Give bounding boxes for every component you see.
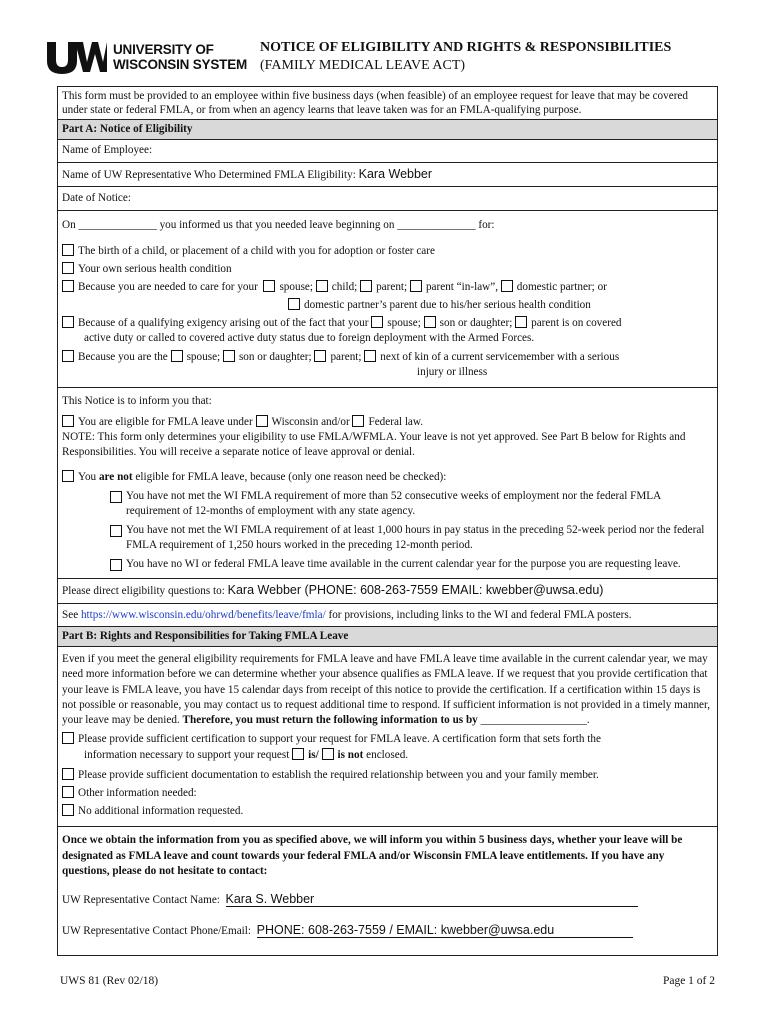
checkbox-exig-parent[interactable]: [515, 316, 527, 328]
checkbox-serious[interactable]: [62, 262, 74, 274]
checkbox-doc[interactable]: [62, 768, 74, 780]
part-b-para: Even if you meet the general eligibility requirements for FMLA leave and have FMLA leave time available in the current calendar year, we may need more information before we can determine whether your absence qualifies as FMLA leave. If we request that you provide certification that your leave is FMLA leave, you have 15 calendar days from receipt of this notice to provide the certification. If a certification within 15 days is not possible or reasonable, you may contact us to request additional time to respond. If sufficient information is not provided in a timely manner, your leave may be denied. Therefore, you must return the following information to us by ___________________.: [62, 653, 711, 727]
checkbox-care-parent[interactable]: [360, 280, 372, 292]
reason-care: [62, 278, 713, 296]
leave-reasons-section: [58, 211, 717, 388]
reason-birth-label: The birth of a child, or placement of a child with you for adoption or foster care: [78, 245, 435, 257]
cert-enclosed: enclosed.: [366, 749, 409, 762]
care-dp-parent-line: [62, 296, 713, 314]
part-b-para-text: Even if you meet the general eligibility requirements for FMLA leave and have FMLA leave time available in the current calendar year, we may need more information before we can determine whether your absence qualifies as FMLA leave. If we request that you provide certification that your leave is FMLA leave, you have 15 calendar days from receipt of this notice to provide the certification. If a certification within 15 days is not possible or reasonable, you may contact us to request additional time to respond. If sufficient information is not provided in a timely manner, your leave may be denied.: [62, 653, 711, 727]
cert-isnot: is not: [337, 749, 364, 762]
cert-line2: [62, 747, 713, 763]
rep-name-label: Name of UW Representative Who Determined FMLA Eligibility:: [62, 169, 356, 181]
not-eligible-reason-3: [62, 557, 713, 572]
checkbox-not-eligible[interactable]: [62, 470, 74, 482]
not-eligible-c: eligible for FMLA leave, because (only one reason need be checked):: [132, 471, 447, 483]
checkbox-care-child[interactable]: [316, 280, 328, 292]
logo-line1: UNIVERSITY OF: [113, 42, 214, 57]
checkbox-exigency[interactable]: [62, 316, 74, 328]
checkbox-kin-next[interactable]: [364, 350, 376, 362]
logo-line2: WISCONSIN SYSTEM: [113, 57, 248, 72]
eligible-prefix: You are eligible for FMLA leave under: [78, 416, 253, 428]
reason-kin: [62, 348, 713, 366]
title-line2: (FAMILY MEDICAL LEAVE ACT): [260, 58, 466, 73]
checkbox-kin-spouse[interactable]: [171, 350, 183, 362]
page-number: Page 1 of 2: [662, 975, 715, 987]
checkbox-care-inlaw[interactable]: [410, 280, 422, 292]
see-suffix: for provisions, including links to the WI and federal FMLA posters.: [325, 609, 632, 621]
rep-name-field[interactable]: [58, 163, 717, 187]
contact-phone-label: UW Representative Contact Phone/Email:: [62, 924, 252, 937]
checkbox-kin-son[interactable]: [223, 350, 235, 362]
other-line: [62, 784, 713, 802]
checkbox-birth[interactable]: [62, 244, 74, 256]
contact-name-line[interactable]: [62, 892, 713, 908]
eligible-wi: Wisconsin and/or: [271, 416, 350, 428]
not-eligible-reason-2: [62, 523, 713, 553]
part-a-heading: Part A: Notice of Eligibility: [58, 120, 717, 140]
see-prefix: See: [62, 609, 81, 621]
direct-label: Please direct eligibility questions to:: [62, 585, 225, 597]
title-line1: NOTICE OF ELIGIBILITY AND RIGHTS & RESPONSIBILITIES: [260, 40, 672, 55]
checkbox-eligible-fed[interactable]: [352, 415, 364, 427]
cert-a: Please provide sufficient certification to support your request for FMLA leave. A certification form that sets forth the: [78, 733, 601, 746]
eligibility-note: NOTE: This form only determines your eligibility to use FMLA/WFMLA. Your leave is not yet approved. See Part B below for Rights and Responsibilities. You will receive a separate notice of leave approval or denial.: [62, 431, 686, 458]
checkbox-care-dp[interactable]: [501, 280, 513, 292]
exig-line2: active duty or called to covered active duty status due to foreign deployment with the Armed Forces.: [84, 332, 535, 344]
ne1-text: You have not met the WI FMLA requirement of more than 52 consecutive weeks of employment nor the federal FMLA requirement of 12-months of employment with any state agency.: [126, 490, 661, 517]
kin-line2: injury or illness: [417, 366, 488, 378]
direct-questions-field[interactable]: [58, 579, 717, 604]
contact-phone-line[interactable]: [62, 923, 713, 939]
ne3-text: You have no WI or federal FMLA leave time available in the current calendar year for the purpose you are requesting leave.: [126, 558, 681, 570]
uw-logo-text: [113, 42, 247, 72]
other-text: Other information needed:: [78, 787, 197, 800]
not-eligible-b: are not: [98, 471, 133, 483]
doc-line: [62, 766, 713, 784]
checkbox-cert[interactable]: [62, 732, 74, 744]
none-line: [62, 802, 713, 820]
cert-line: [62, 731, 713, 747]
contact-name-label: UW Representative Contact Name:: [62, 894, 220, 907]
checkbox-cert-isnot[interactable]: [322, 748, 334, 760]
ne2-text: You have not met the WI FMLA requirement of at least 1,000 hours in pay status in the preceding 52-week period nor the federal FMLA requirement of 1,250 hours worked in the preceding 12-month period.: [126, 524, 705, 551]
not-eligible-line: [62, 470, 713, 485]
checkbox-eligible[interactable]: [62, 415, 74, 427]
eligible-fed: Federal law.: [368, 416, 424, 428]
checkbox-none[interactable]: [62, 804, 74, 816]
exig-son: son or daughter;: [439, 317, 513, 329]
none-text: No additional information requested.: [78, 805, 244, 818]
reason-birth: [62, 242, 713, 260]
employee-name-label: Name of Employee:: [62, 144, 153, 156]
not-eligible-a: You: [78, 471, 99, 483]
checkbox-care-spouse[interactable]: [263, 280, 275, 292]
care-spouse: spouse;: [279, 281, 313, 293]
part-b-section: [58, 647, 717, 827]
not-eligible-reason-1: [62, 489, 713, 519]
kin-prefix: Because you are the: [78, 351, 168, 363]
uw-logo: [45, 38, 247, 76]
checkbox-kin-parent[interactable]: [314, 350, 326, 362]
eligible-line: [62, 415, 713, 430]
checkbox-other[interactable]: [62, 786, 74, 798]
checkbox-care[interactable]: [62, 280, 74, 292]
kin-parent: parent;: [330, 351, 362, 363]
closing-section: [58, 827, 717, 954]
fmla-link[interactable]: https://www.wisconsin.edu/ohrwd/benefits/leave/fmla/: [80, 609, 326, 621]
return-by-blank[interactable]: ___________________: [480, 714, 587, 727]
on-line: On ______________ you informed us that you needed leave beginning on ______________ for:: [62, 219, 495, 231]
reason-serious-label: Your own serious health condition: [78, 263, 232, 275]
form-number: UWS 81 (Rev 02/18): [60, 975, 159, 987]
notice-date-field[interactable]: [58, 187, 717, 211]
kin-spouse: spouse;: [186, 351, 221, 363]
cert-b: information necessary to support your request: [84, 749, 290, 762]
care-child: child;: [331, 281, 358, 293]
exig-prefix: Because of a qualifying exigency arising out of the fact that your: [78, 317, 369, 329]
care-inlaw: parent “in-law”,: [425, 281, 498, 293]
uw-logo-mark: [45, 38, 107, 76]
part-b-para-bold: Therefore, you must return the following information to us by: [182, 714, 478, 727]
doc-text: Please provide sufficient documentation to establish the required relationship between you and your family member.: [78, 769, 599, 782]
contact-name-value: Kara S. Webber: [226, 892, 638, 907]
intro-text: This form must be provided to an employee within five business days (when feasible) of an employee request for leave that may be covered under state or federal FMLA, or from when an agency learns that leave taken was for an FMLA-qualifying purpose.: [58, 87, 717, 120]
direct-value: Kara Webber (PHONE: 608-263-7559 EMAIL: kwebber@uwsa.edu): [227, 583, 604, 597]
form-body: [57, 86, 718, 956]
see-link-line: [58, 604, 717, 627]
kin-son: son or daughter;: [238, 351, 312, 363]
part-b-heading: Part B: Rights and Responsibilities for Taking FMLA Leave: [58, 627, 717, 647]
care-dp-parent: domestic partner’s parent due to his/her serious health condition: [304, 299, 591, 311]
cert-is: is/: [308, 749, 319, 762]
checkbox-care-dp-parent[interactable]: [288, 298, 300, 310]
care-prefix: Because you are needed to care for your: [78, 281, 258, 293]
reason-exigency: [62, 314, 713, 332]
checkbox-exig-spouse[interactable]: [371, 316, 383, 328]
checkbox-exig-son[interactable]: [424, 316, 436, 328]
closing-text: Once we obtain the information from you as specified above, we will inform you within 5 business days, whether your leave will be designated as FMLA leave and count towards your federal FMLA and/or Wisconsin FMLA leave entitlements. If you have any questions, please do not hesitate to contact:: [62, 834, 683, 878]
employee-name-field[interactable]: [58, 140, 717, 163]
kin-next: next of kin of a current servicemember with a serious: [380, 351, 620, 363]
checkbox-ne1[interactable]: [110, 491, 122, 503]
rep-name-value: Kara Webber: [358, 167, 433, 181]
page-header: [45, 34, 735, 84]
form-title: [260, 39, 671, 75]
care-dp: domestic partner; or: [516, 281, 607, 293]
care-parent: parent;: [376, 281, 408, 293]
notice-date-label: Date of Notice:: [62, 192, 131, 204]
checkbox-ne3[interactable]: [110, 559, 122, 571]
checkbox-cert-is[interactable]: [292, 748, 304, 760]
checkbox-eligible-wi[interactable]: [256, 415, 268, 427]
contact-phone-value: PHONE: 608-263-7559 / EMAIL: kwebber@uwsa.edu: [257, 923, 633, 938]
exig-parent: parent is on covered: [531, 317, 622, 329]
checkbox-kin[interactable]: [62, 350, 74, 362]
notice-intro: This Notice is to inform you that:: [62, 395, 212, 407]
exig-spouse: spouse;: [387, 317, 421, 329]
eligibility-section: [58, 388, 717, 579]
checkbox-ne2[interactable]: [110, 525, 122, 537]
reason-serious: [62, 260, 713, 278]
